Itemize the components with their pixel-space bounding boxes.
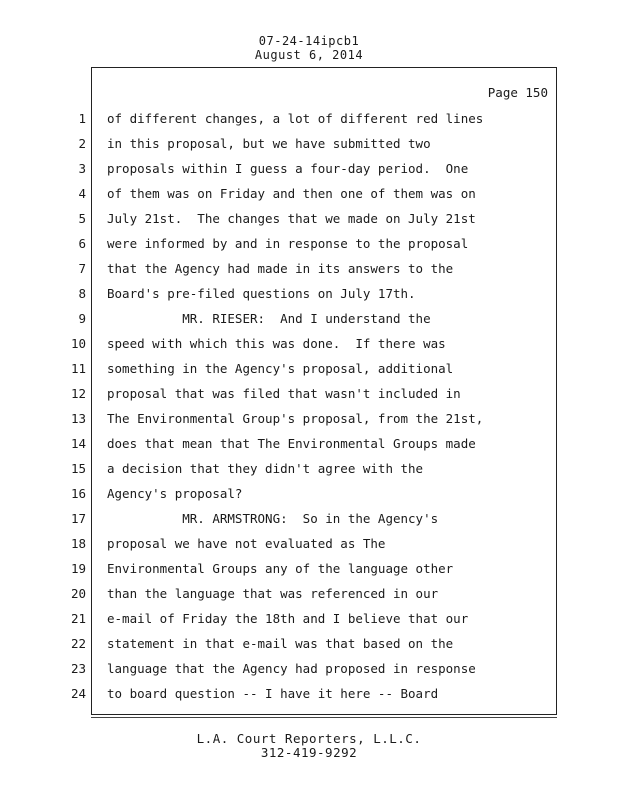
line-number: 6 bbox=[78, 236, 86, 251]
transcript-line: July 21st. The changes that we made on July 21st bbox=[107, 211, 476, 226]
transcript-line: Environmental Groups any of the language other bbox=[107, 561, 454, 576]
reporter-phone: 312-419-9292 bbox=[260, 745, 358, 760]
transcript-line: language that the Agency had proposed in response bbox=[107, 661, 476, 676]
transcript-line: that the Agency had made in its answers to the bbox=[107, 261, 454, 276]
line-number: 16 bbox=[70, 486, 86, 501]
line-number: 5 bbox=[78, 211, 86, 226]
line-number: 15 bbox=[70, 461, 86, 476]
line-number: 9 bbox=[78, 311, 86, 326]
line-number: 7 bbox=[78, 261, 86, 276]
line-number: 19 bbox=[70, 561, 86, 576]
line-number: 20 bbox=[70, 586, 86, 601]
hearing-date: August 6, 2014 bbox=[254, 48, 364, 62]
line-number: 17 bbox=[70, 511, 86, 526]
line-number: 23 bbox=[70, 661, 86, 676]
reporter-name: L.A. Court Reporters, L.L.C. bbox=[196, 731, 422, 746]
case-number: 07-24-14ipcb1 bbox=[258, 34, 360, 48]
line-number: 11 bbox=[70, 361, 86, 376]
line-number: 8 bbox=[78, 286, 86, 301]
line-number: 4 bbox=[78, 186, 86, 201]
transcript-line: in this proposal, but we have submitted two bbox=[107, 136, 431, 151]
transcript-line: MR. RIESER: And I understand the bbox=[107, 311, 431, 326]
transcript-line: The Environmental Group's proposal, from the 21st, bbox=[107, 411, 484, 426]
transcript-line: proposal that was filed that wasn't included in bbox=[107, 386, 461, 401]
transcript-line: proposal we have not evaluated as The bbox=[107, 536, 386, 551]
transcript-line: a decision that they didn't agree with the bbox=[107, 461, 424, 476]
line-number: 14 bbox=[70, 436, 86, 451]
line-number: 24 bbox=[70, 686, 86, 701]
transcript-line: Agency's proposal? bbox=[107, 486, 243, 501]
line-number: 18 bbox=[70, 536, 86, 551]
line-number: 21 bbox=[70, 611, 86, 626]
line-number: 22 bbox=[70, 636, 86, 651]
line-numbers bbox=[58, 106, 86, 706]
transcript-line: something in the Agency's proposal, additional bbox=[107, 361, 454, 376]
transcript-line: of different changes, a lot of different red lines bbox=[107, 111, 484, 126]
bottom-rule bbox=[91, 717, 557, 718]
transcript-line: proposals within I guess a four-day period. One bbox=[107, 161, 469, 176]
transcript-line: than the language that was referenced in our bbox=[107, 586, 439, 601]
transcript-line: were informed by and in response to the proposal bbox=[107, 236, 469, 251]
transcript-line: MR. ARMSTRONG: So in the Agency's bbox=[107, 511, 439, 526]
transcript-line: of them was on Friday and then one of them was on bbox=[107, 186, 476, 201]
line-number: 2 bbox=[78, 136, 86, 151]
line-number: 12 bbox=[70, 386, 86, 401]
page-label: Page 150 bbox=[487, 85, 548, 100]
transcript-lines bbox=[107, 106, 557, 706]
transcript-line: speed with which this was done. If there was bbox=[107, 336, 446, 351]
line-number: 13 bbox=[70, 411, 86, 426]
line-number: 1 bbox=[78, 111, 86, 126]
line-number: 10 bbox=[70, 336, 86, 351]
line-number: 3 bbox=[78, 161, 86, 176]
transcript-line: e-mail of Friday the 18th and I believe that our bbox=[107, 611, 469, 626]
transcript-line: to board question -- I have it here -- Board bbox=[107, 686, 439, 701]
transcript-line: does that mean that The Environmental Groups made bbox=[107, 436, 476, 451]
transcript-line: Board's pre-filed questions on July 17th. bbox=[107, 286, 416, 301]
transcript-line: statement in that e-mail was that based on the bbox=[107, 636, 454, 651]
